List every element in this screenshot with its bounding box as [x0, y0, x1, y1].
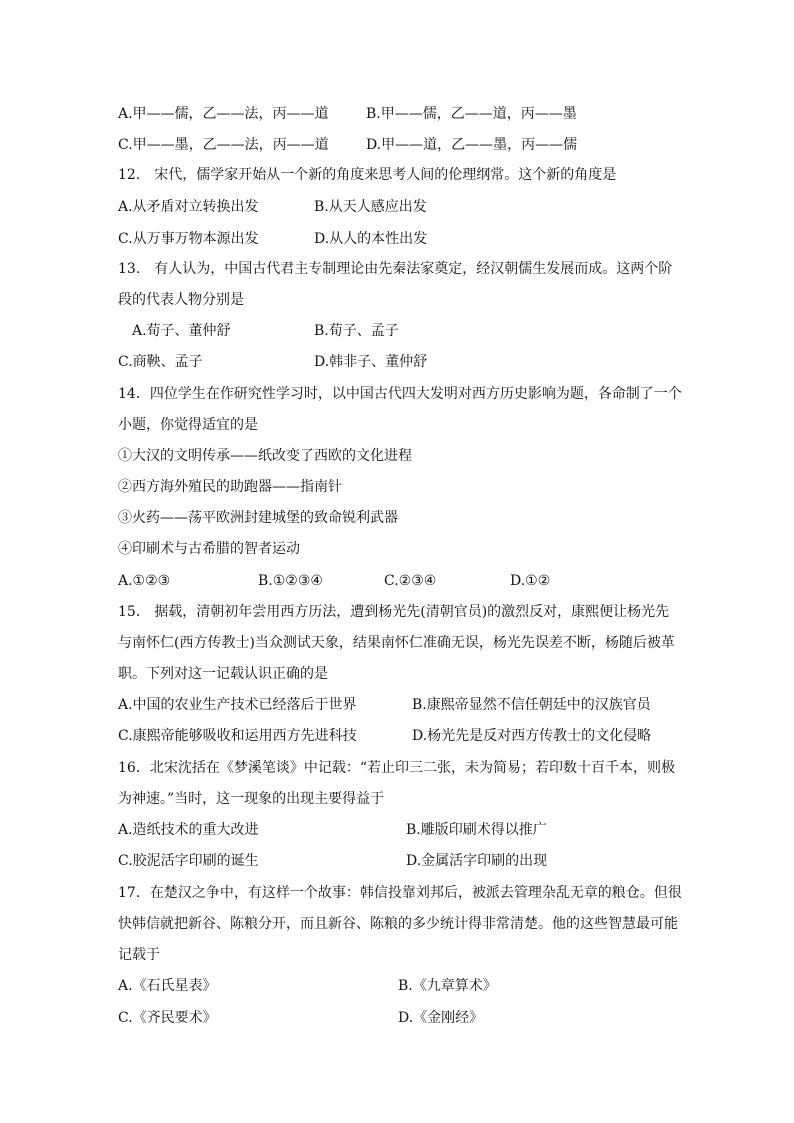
q11-option-a: A.甲——儒，乙——法，丙——道 [118, 106, 329, 122]
q14-option-b: B.①②③④ [258, 573, 323, 589]
q15-option-d: D.杨光先是反对西方传教士的文化侵略 [412, 728, 652, 744]
q14-stem-line-1: 14．四位学生在作研究性学习时，以中国古代四大发明对西方历史影响为题，各命制了一个 [118, 386, 682, 402]
q12-option-c: C.从万事万物本源出发 [118, 231, 259, 247]
q16-option-c: C.胶泥活字印刷的诞生 [118, 853, 259, 869]
q13-option-c: C.商鞅、孟子 [118, 354, 203, 370]
q16-option-d: D.金属活字印刷的出现 [406, 853, 548, 869]
q16-option-b: B.雕版印刷术得以推广 [406, 822, 547, 838]
q12-option-d: D.从人的本性出发 [314, 231, 428, 247]
q11-option-b: B.甲——儒，乙——道，丙——墨 [366, 106, 577, 122]
q16-option-a: A.造纸技术的重大改进 [118, 822, 259, 838]
q14-item-4: ④印刷术与古希腊的智者运动 [118, 541, 300, 557]
q17-option-a: A.《石氏星表》 [118, 978, 217, 994]
q17-stem-line-1: 17．在楚汉之争中，有这样一个故事：韩信投靠刘邦后，被派去管理杂乱无章的粮仓。但很 [118, 885, 682, 901]
q15-option-c: C.康熙帝能够吸收和运用西方先进科技 [118, 728, 357, 744]
q13-option-a: A.荀子、董仲舒 [132, 323, 231, 339]
q14-item-2: ②西方海外殖民的助跑器——指南针 [118, 479, 342, 495]
q17-option-d: D.《金刚经》 [398, 1010, 484, 1026]
q15-option-a: A.中国的农业生产技术已经落后于世界 [118, 697, 357, 713]
q11-option-d: D.甲——道，乙——墨，丙——儒 [366, 137, 578, 153]
q14-option-d: D.①② [510, 573, 551, 589]
q17-option-b: B.《九章算术》 [398, 978, 497, 994]
q11-option-c: C.甲——墨，乙——法，丙——道 [118, 137, 329, 153]
q12-stem: 12. 宋代，儒学家开始从一个新的角度来思考人间的伦理纲常。这个新的角度是 [118, 167, 617, 183]
q14-option-c: C.②③④ [384, 573, 437, 589]
q16-stem-line-1: 16．北宋沈括在《梦溪笔谈》中记载：“若止印三二张，未为简易；若印数十百千本，则极 [118, 760, 675, 776]
q15-option-b: B.康熙帝显然不信任朝廷中的汉族官员 [412, 697, 651, 713]
q12-option-b: B.从天人感应出发 [314, 199, 427, 215]
q13-option-b: B.荀子、孟子 [314, 323, 399, 339]
q16-stem-line-2: 为神速。”当时，这一现象的出现主要得益于 [118, 791, 385, 807]
q14-option-a: A.①②③ [118, 573, 171, 589]
q13-stem-line-2: 段的代表人物分别是 [118, 292, 244, 308]
q15-stem-line-3: 职。下列对这一记载认识正确的是 [118, 666, 328, 682]
q14-item-3: ③火药——荡平欧洲封建城堡的致命锐利武器 [118, 510, 398, 526]
q15-stem-line-1: 15. 据载，清朝初年尝用西方历法，遭到杨光先(清朝官员)的激烈反对，康熙便让杨光先 [118, 604, 670, 620]
q17-stem-line-3: 记载于 [118, 947, 160, 963]
q17-option-c: C.《齐民要术》 [118, 1010, 217, 1026]
q12-option-a: A.从矛盾对立转换出发 [118, 199, 259, 215]
q13-stem-line-1: 13. 有人认为，中国古代君主专制理论由先秦法家奠定，经汉朝儒生发展而成。这两个阶 [118, 261, 673, 277]
q14-stem-line-2: 小题，你觉得适宜的是 [118, 417, 258, 433]
q15-stem-line-2: 与南怀仁(西方传教士)当众测试天象，结果南怀仁准确无误，杨光先误差不断，杨随后被革 [118, 635, 675, 651]
q14-item-1: ①大汉的文明传承——纸改变了西欧的文化进程 [118, 448, 412, 464]
q17-stem-line-2: 快韩信就把新谷、陈粮分开，而且新谷、陈粮的多少统计得非常清楚。他的这些智慧最可能 [118, 916, 678, 932]
q13-option-d: D.韩非子、董仲舒 [314, 354, 428, 370]
